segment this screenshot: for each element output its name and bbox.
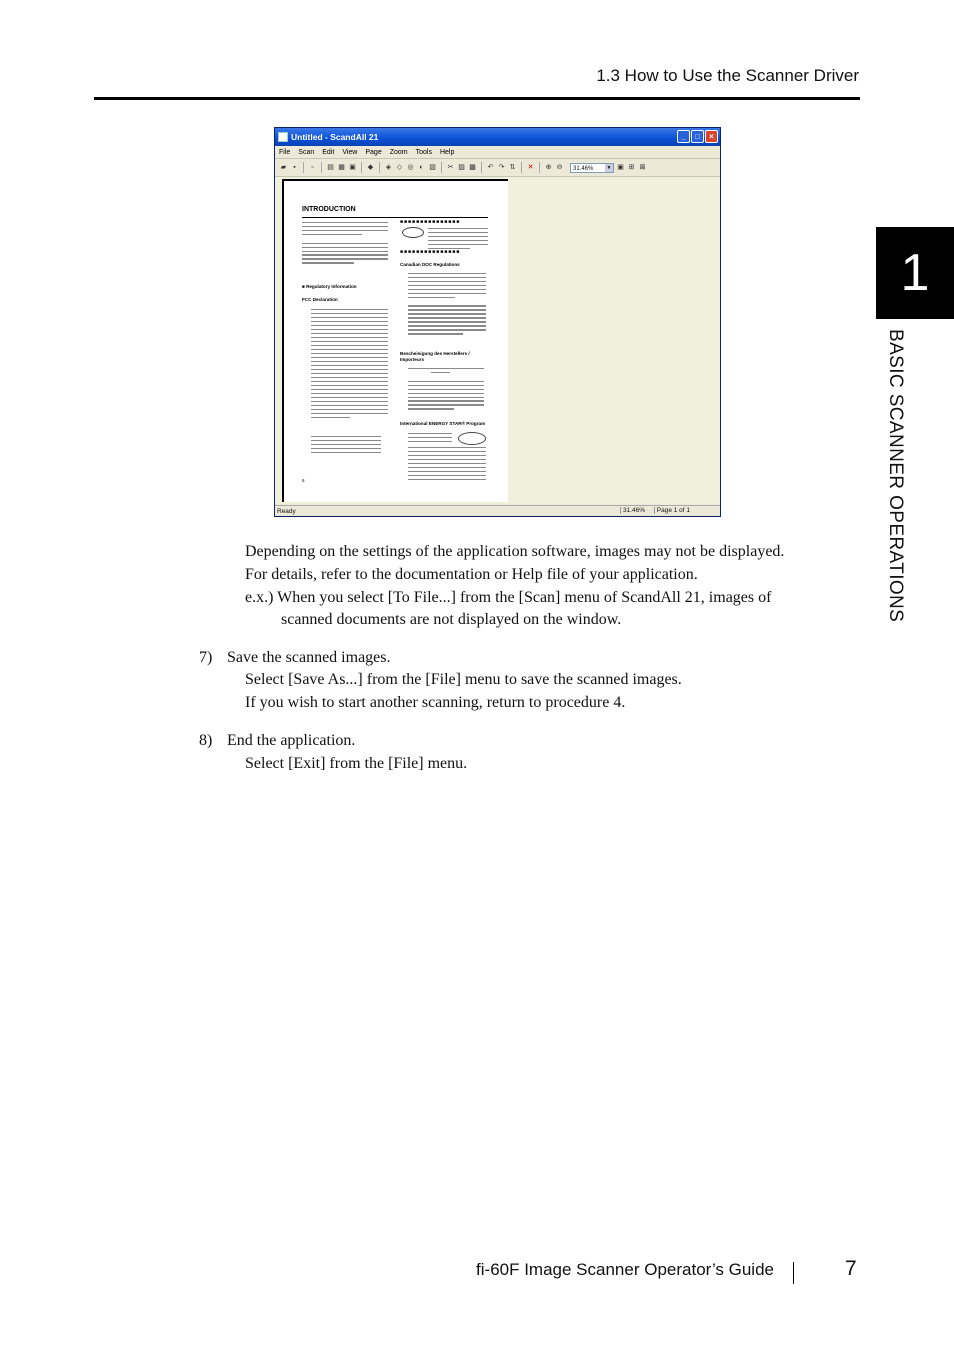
print-icon: ▤ [327,164,334,171]
footer-separator [793,1262,794,1284]
copy-icon: ▨ [458,164,465,171]
zoom-in-icon: ⊕ [545,164,552,171]
doc-fcc-heading: FCC Declaration [302,297,338,302]
paste-icon: ▩ [469,164,476,171]
app-icon [278,132,288,142]
settings-icon: ◎ [407,164,414,171]
fit-page-icon: ▣ [617,164,624,171]
doc-bescheinigung-heading: Bescheinigung des Herstellers / Importeurs [400,351,470,362]
step-8-line-1: Select [Exit] from the [File] menu. [245,755,468,772]
doc-dotted-border: ■■■■■■■■■■■■■■■ [400,219,461,225]
zoom-select [570,163,614,173]
flip-icon: ⇅ [509,164,516,171]
step-7-number: 7) [199,649,213,666]
doc-title-rule [302,217,488,218]
note-line-3: e.x.) When you select [To File...] from the [Scan] menu of ScandAll 21, images of [245,589,772,606]
doc-fcc-text [311,309,388,421]
ocr-icon: ◐ [419,164,424,171]
scandall-window-screenshot [274,127,721,517]
doc-ce-logo [402,227,424,238]
scan-to-icon: ◆ [367,164,374,171]
doc-fcc-warning [311,436,381,456]
toolbar-separator [321,162,322,173]
running-header: 1.3 How to Use the Scanner Driver [596,66,859,85]
toolbar-separator [303,162,304,173]
toolbar [275,159,720,177]
chevron-down-icon: ▼ [606,164,612,171]
step-8-number: 8) [199,732,213,749]
menu-file: File [279,148,291,156]
document-viewer [275,177,720,504]
page-number: 7 [845,1257,857,1280]
doc-bescheinigung-text [408,368,484,412]
doc-page-number: 6 [302,478,305,483]
step-7-line-2: If you wish to start another scanning, return to procedure 4. [245,694,626,711]
status-zoom: 31.46% [620,507,645,514]
minimize-button: _ [677,130,690,143]
menu-tools: Tools [415,148,432,156]
doc-regulatory-heading: ■ Regulatory Information [302,284,357,289]
mail-icon: ▧ [429,164,436,171]
step-7-title: Save the scanned images. [227,649,391,666]
doc-energy-star-logo [458,432,486,445]
menu-view: View [342,148,358,156]
toolbar-separator [441,162,442,173]
doc-energy-text [408,447,486,483]
doc-intro-text [302,222,388,266]
window-titlebar [275,128,720,146]
scan-icon: ▣ [349,164,356,171]
fit-width-icon: ⊞ [628,164,635,171]
save-icon: ▪ [293,164,296,171]
menu-page: Page [365,148,382,156]
toolbar-separator [481,162,482,173]
step-8-title: End the application. [227,732,356,749]
doc-canadian-heading: Canadian DOC Regulations [400,262,460,267]
close-button: × [705,130,718,143]
delete-icon: ✕ [527,164,534,171]
status-bar [275,505,720,516]
actual-size-icon: ⊠ [639,164,646,171]
doc-title: INTRODUCTION [302,206,356,213]
menu-help: Help [439,148,455,156]
chapter-title: BASIC SCANNER OPERATIONS [885,329,906,623]
footer-guide-title: fi-60F Image Scanner Operator’s Guide [476,1260,774,1279]
status-page: Page 1 of 1 [654,507,690,514]
toolbar-separator [539,162,540,173]
doc-energy-intro [408,433,452,445]
cut-icon: ✂ [447,164,454,171]
toolbar-separator [361,162,362,173]
batch-icon: ◇ [396,164,403,171]
doc-canadian-text [408,273,486,337]
maximize-button: □ [691,130,704,143]
rotate-right-icon: ↷ [498,164,505,171]
menu-edit: Edit [322,148,335,156]
note-line-2: For details, refer to the documentation or Help file of your application. [245,566,698,583]
zoom-out-icon: ⊖ [556,164,563,171]
toolbar-separator [379,162,380,173]
chapter-number-tab: 1 [876,227,954,319]
preview-icon: ▦ [338,164,345,171]
doc-energy-heading: International ENERGY STAR® Program [400,421,486,426]
rotate-left-icon: ↶ [487,164,494,171]
window-title: Untitled - ScandAll 21 [291,132,379,142]
step-7-line-1: Select [Save As...] from the [File] menu to save the scanned images. [245,671,682,688]
properties-icon: ▫ [311,164,314,171]
open-icon: ▰ [280,164,287,171]
doc-regulatory-heading-text: Regulatory Information [306,284,357,289]
doc-dotted-border: ■■■■■■■■■■■■■■■ [400,249,461,255]
scanner-icon: ◈ [385,164,392,171]
menu-zoom: Zoom [389,148,408,156]
toolbar-separator [521,162,522,173]
note-line-1: Depending on the settings of the application software, images may not be displayed. [245,543,785,560]
header-rule [94,97,860,100]
menu-scan: Scan [298,148,315,156]
note-line-4: scanned documents are not displayed on the window. [281,611,622,628]
scanned-page [282,179,508,502]
menu-bar [275,146,720,159]
zoom-value: 31.46% [573,165,594,172]
status-text: Ready [277,507,296,515]
